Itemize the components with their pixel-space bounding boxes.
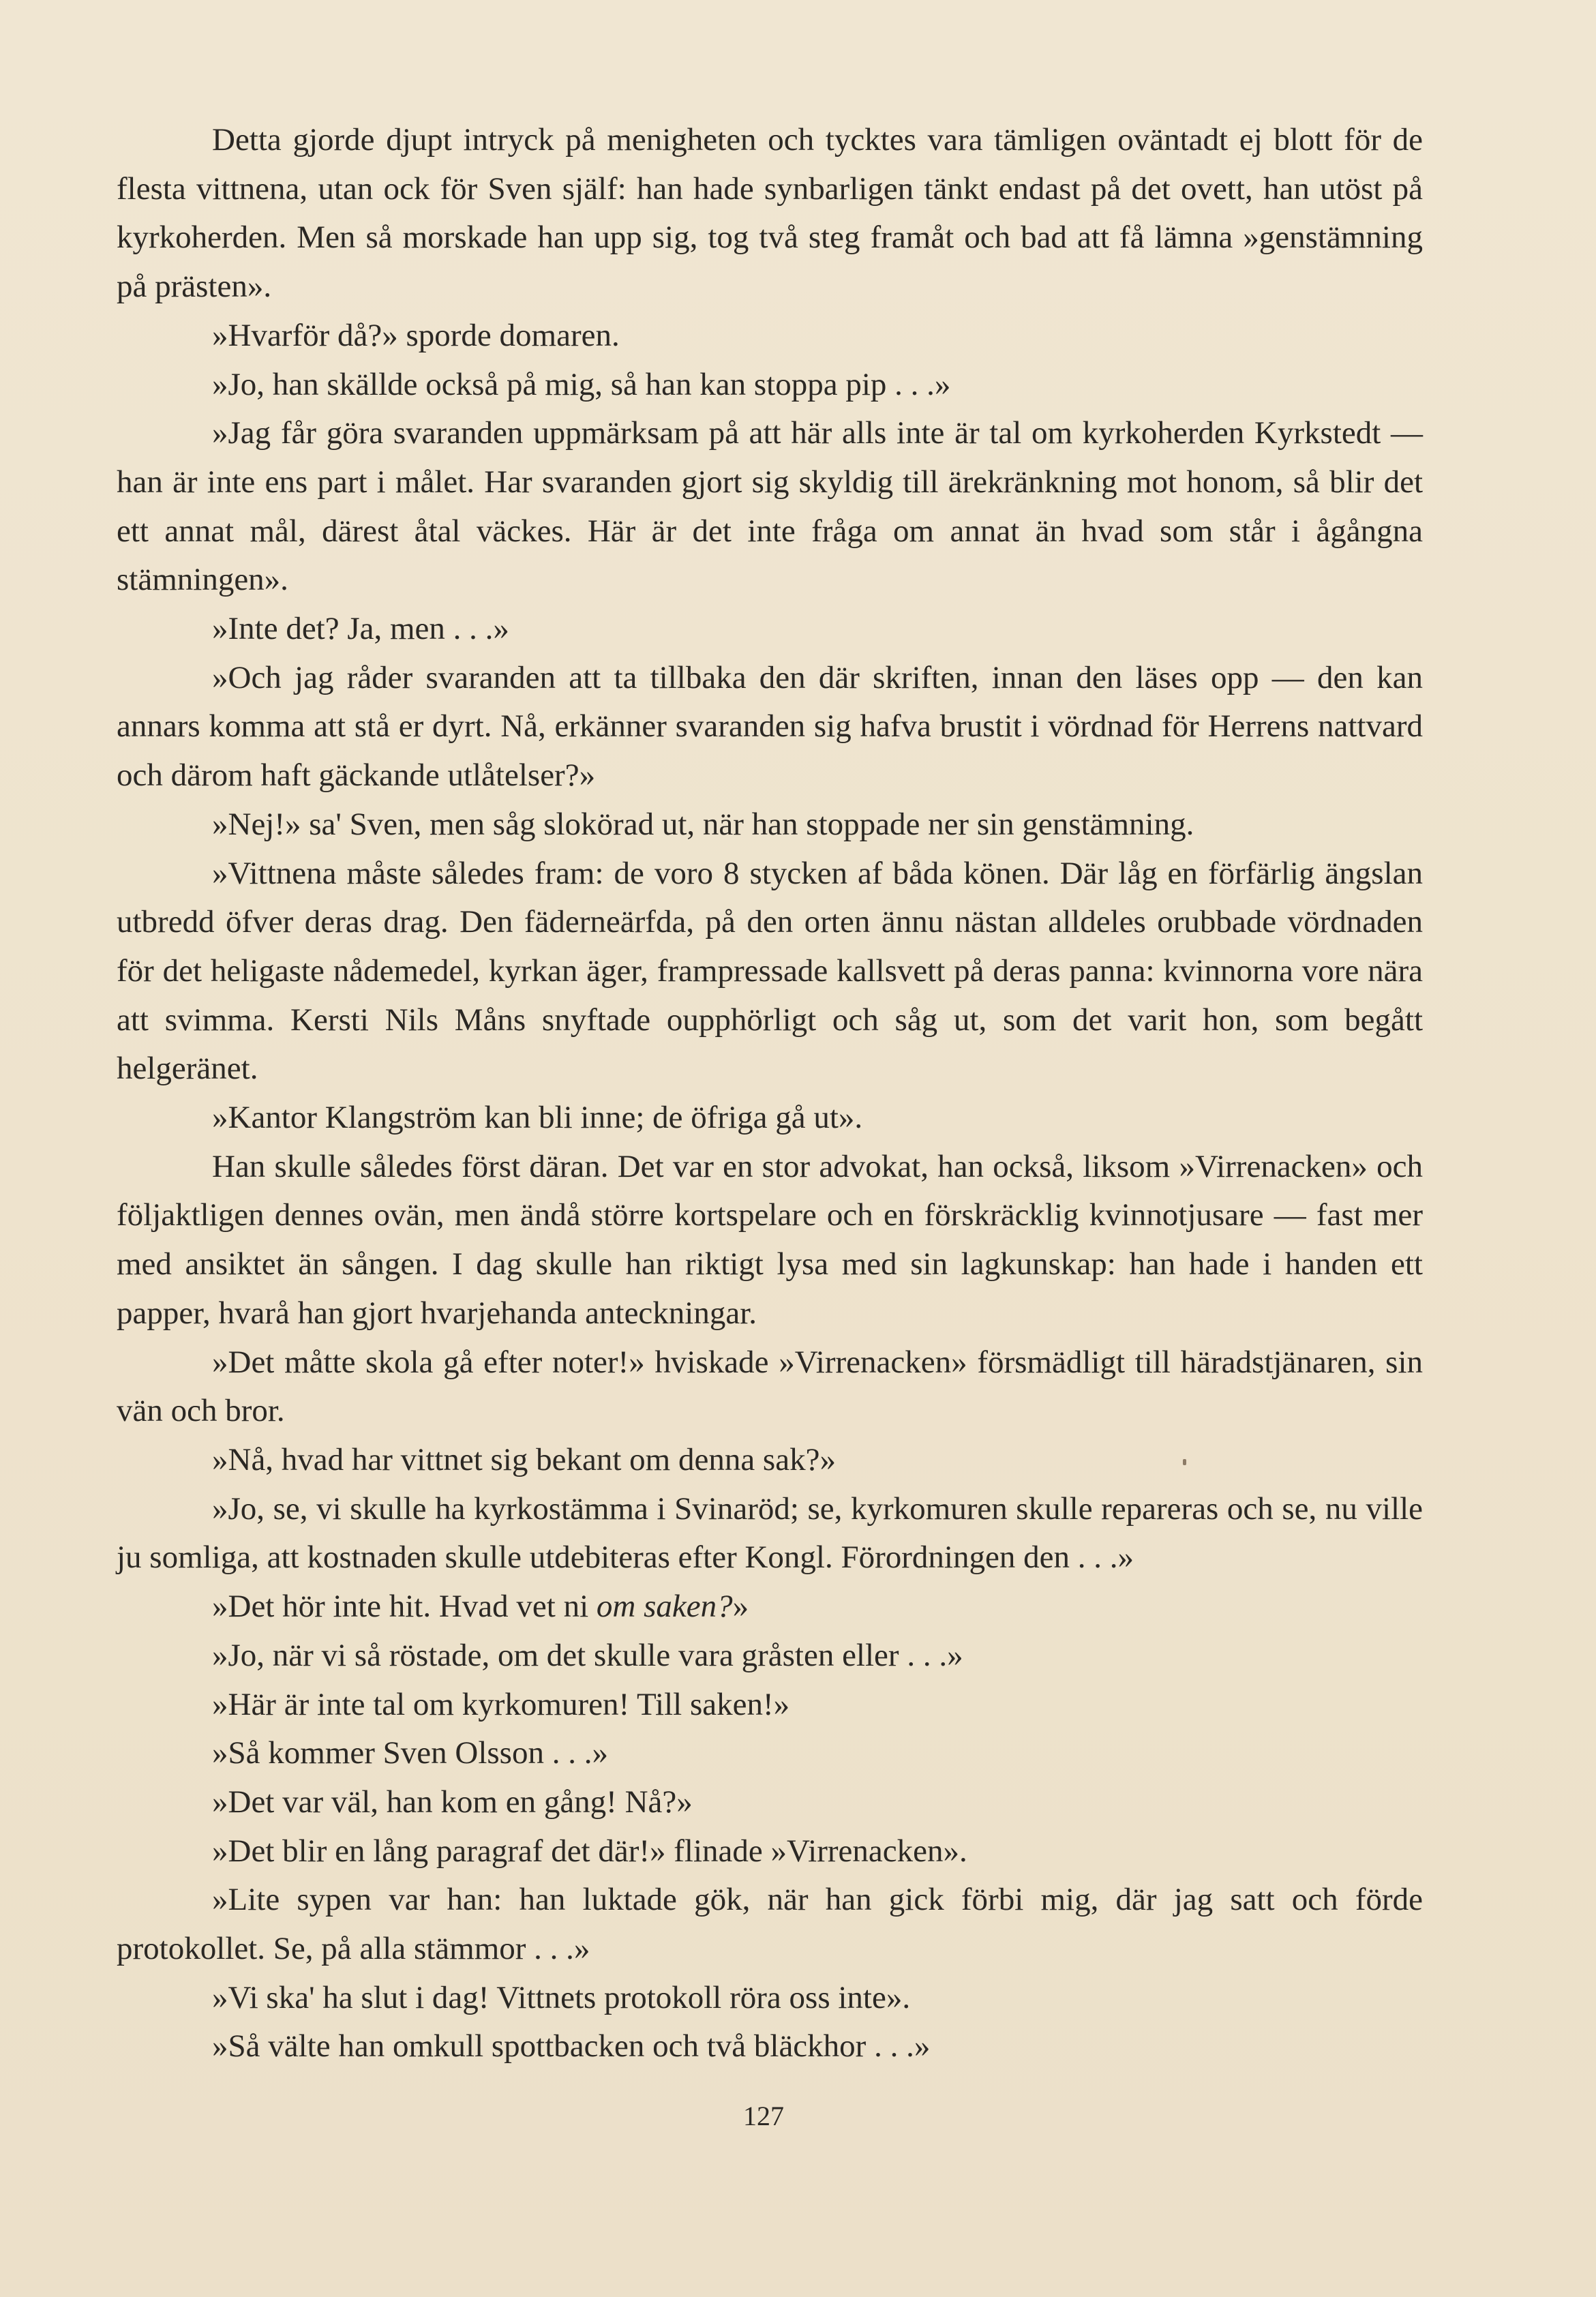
paragraph-with-italic [117, 1582, 1423, 1632]
paragraph: »Jag får göra svaranden uppmärksam på att här alls inte är tal om kyrkoherden Kyrkstedt — han är inte ens part i målet. Har svaranden gjort sig skyldig till ärekränkning mot honom, så blir det ett annat mål, därest åtal väckes. Här är det inte fråga om annat än hvad som står i ågångna stämningen». [117, 415, 1423, 598]
paragraph: »Och jag råder svaranden att ta tillbaka den där skriften, innan den läses opp — den kan annars komma att stå er dyrt. Nå, erkänner svaranden sig hafva brustit i vördnad för Herrens nattvard och därom haft gäckande utlåtelser?» [117, 659, 1423, 794]
paragraph-text-after: » [732, 1589, 749, 1625]
paragraph: »Jo, se, vi skulle ha kyrkostämma i Svinaröd; se, kyrkomuren skulle repareras och se, nu ville ju somliga, att kostnaden skulle utdebiteras efter Kongl. Förordningen den . . .» [117, 1490, 1423, 1576]
page-number: 127 [743, 2101, 784, 2131]
paragraph: Han skulle således först däran. Det var en stor advokat, han också, liksom »Virrenacken» och följaktligen dennes ovän, men ändå större kortspelare och en förskräcklig kvinnotjusare — fast mer med ansiktet än sången. I dag skulle han riktigt lysa med sin lagkunskap: han hade i handen ett papper, hvarå han gjort hvarjehanda anteckningar. [117, 1148, 1423, 1331]
paragraph: »Kantor Klangström kan bli inne; de öfriga gå ut». [212, 1100, 863, 1136]
paragraph: »Vi ska' ha slut i dag! Vittnets protokoll röra oss inte». [212, 1979, 911, 2015]
paragraph: »Hvarför då?» sporde domaren. [212, 317, 620, 353]
paragraph: »Vittnena måste således fram: de voro 8 stycken af båda könen. Där låg en förfärlig ängslan utbredd öfver deras drag. Den fäderneärfda, på den orten ännu nästan alldeles orubbade vördnaden för det heligaste nådemedel, kyrkan äger, frampressade kallsvett på deras panna: kvinnorna vore nära att svimma. Kersti Nils Måns snyftade oupphörligt och såg ut, som det varit hon, som begått helgeränet. [117, 855, 1423, 1087]
body-text [117, 116, 1423, 2071]
paragraph: »Jo, när vi så röstade, om det skulle vara gråsten eller . . .» [212, 1637, 963, 1673]
paragraph: »Här är inte tal om kyrkomuren! Till saken!» [212, 1686, 790, 1722]
paragraph: »Nå, hvad har vittnet sig bekant om denna sak?» [212, 1441, 836, 1477]
paragraph: Detta gjorde djupt intryck på menigheten och tycktes vara tämligen oväntadt ej blott för de flesta vittnena, utan ock för Sven själf: han hade synbarligen tänkt endast på det ovett, han utöst på kyrkoherden. Men så morskade han upp sig, tog två steg framåt och bad att få lämna »genstämning på prästen». [117, 122, 1423, 305]
paper-speck [1183, 1459, 1186, 1465]
italic-phrase: om saken? [596, 1589, 733, 1625]
paragraph: »Så välte han omkull spottbacken och två bläckhor . . .» [212, 2028, 931, 2065]
paragraph: »Jo, han skällde också på mig, så han kan stoppa pip . . .» [212, 366, 951, 402]
paragraph: »Det var väl, han kom en gång! Nå?» [212, 1784, 693, 1820]
paragraph: »Så kommer Sven Olsson . . .» [212, 1735, 608, 1771]
paragraph-text-before: »Det hör inte hit. Hvad vet ni [212, 1589, 597, 1625]
paragraph: »Inte det? Ja, men . . .» [212, 611, 509, 647]
paragraph: »Lite sypen var han: han luktade gök, när han gick förbi mig, där jag satt och förde protokollet. Se, på alla stämmor . . .» [117, 1882, 1423, 1967]
paragraph: »Det blir en lång paragraf det där!» flinade »Virrenacken». [212, 1833, 967, 1869]
paragraph: »Det måtte skola gå efter noter!» hviskade »Virrenacken» försmädligt till häradstjänaren, sin vän och bror. [117, 1344, 1423, 1429]
paragraph: »Nej!» sa' Sven, men såg slokörad ut, när han stoppade ner sin genstämning. [212, 806, 1194, 842]
